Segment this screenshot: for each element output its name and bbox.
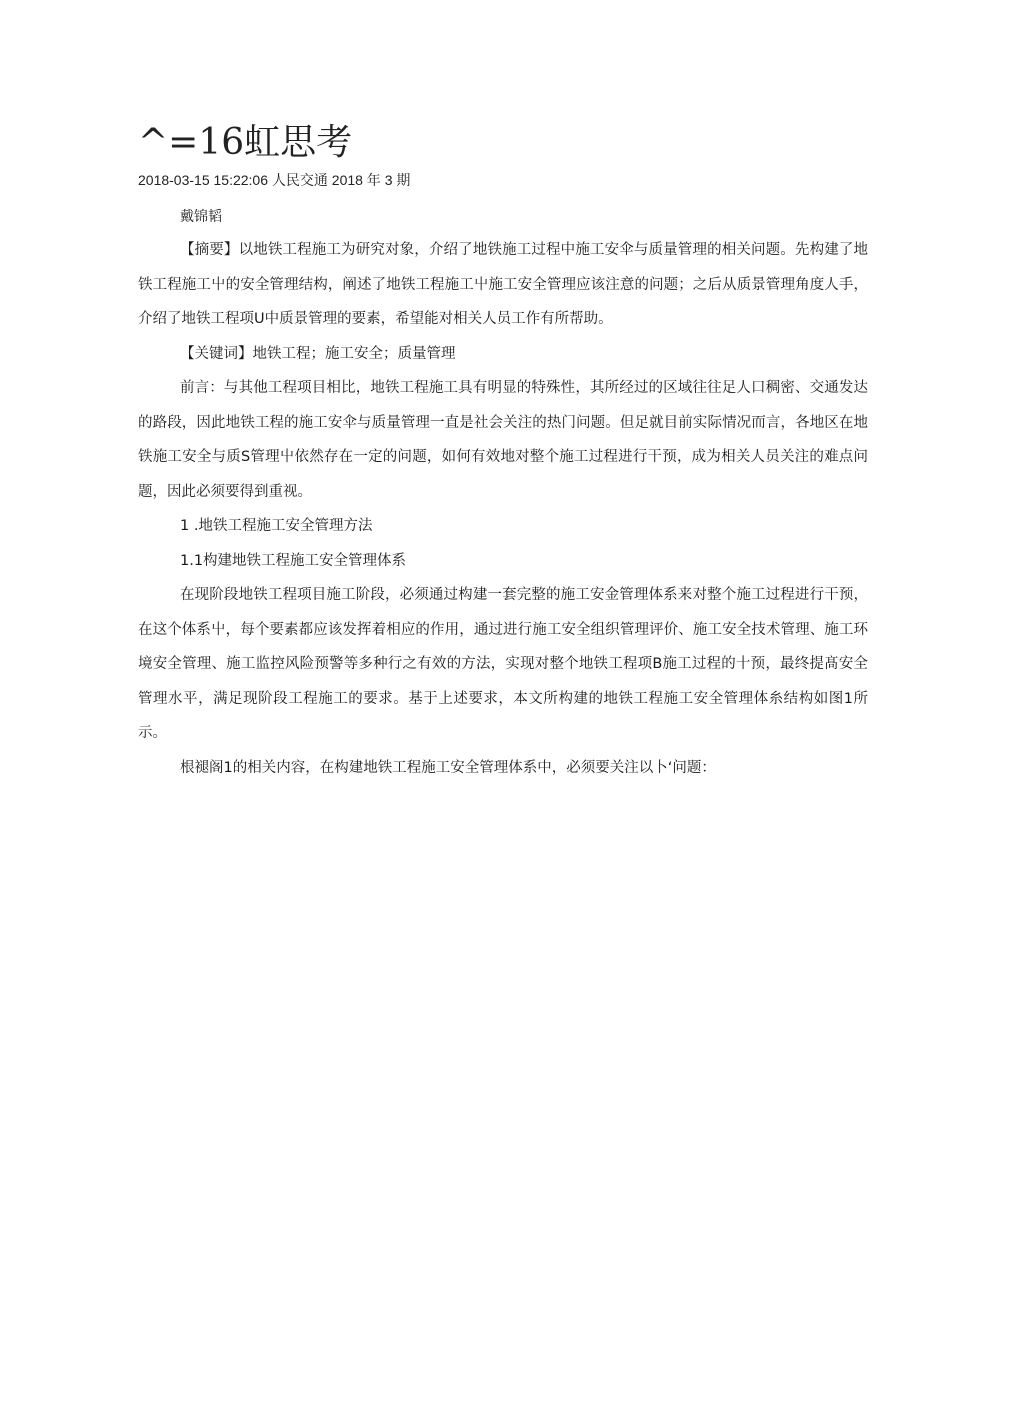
article-title: ^=16虹思考: [138, 122, 353, 163]
section-heading-1: 1 .地铁工程施工安全管理方法: [180, 518, 373, 534]
intro-paragraph: 前言：与其他工程项目相比，地铁工程施工具有明显的特殊性，其所经过的区域往往足人口稠密、交通发达的路段，因此地铁工程的施工安伞与质量管理一直是社会关注的热门问题。但足就目前实际情况而言，各地区在地铁施工安全与质S管理屮依然存在一定的问题，如何有效地对整个施工过程进行干预，成为相关人员关注的难点问题，因此必须要得到重视。: [138, 380, 868, 500]
article-meta: 2018-03-15 15:22:06 人民交通 2018 年 3 期: [138, 172, 411, 188]
section-heading-1-1: 1.1构建地铁工程施工安全管理体系: [180, 552, 407, 569]
article-author: 戴锦韬: [180, 209, 222, 225]
keywords-paragraph: 【关键词】地铁工程；施工安全；质量管理: [180, 345, 456, 362]
body-paragraph-1: 在现阶段地铁工程项目施工阶段，必须通过构建一套完整的施工安金管理体系来对整个施工过程进行干预，在这个体系屮，每个要素都应该发挥着相应的作用，通过进行施工安全组织管理评价、施工安全技术管理、施工环境安全管理、施工监控风险预警等多种行之有效的方法，实现对整个地铁工程项B施工过程的十预，最终提髙安全管理水平，满足现阶段工程施工的要求。基于上述要求，本文所构建的地铁工程施工安全管理体糸结构如图1所示。: [138, 587, 868, 741]
body-paragraph-2: 根褪阁1的相关内容，在构建地铁工程施工安全管理体系中，必须要关注以卜‘问题：: [180, 759, 716, 776]
abstract-paragraph: 【摘要】以地铁工程施工为研究对象，介绍了地铁施工过程中施工安伞与质量管理的相关问题。先构建了地铁工程施工屮的安全管理结构，阐述了地铁工程施工屮施工安全管理应该注意的问题；之后从质景管理角度人手，介绍了地铁工程项U中质景管理的要素，希望能对相关人员工作有所帮助。: [138, 242, 868, 327]
article: [138, 118, 868, 785]
